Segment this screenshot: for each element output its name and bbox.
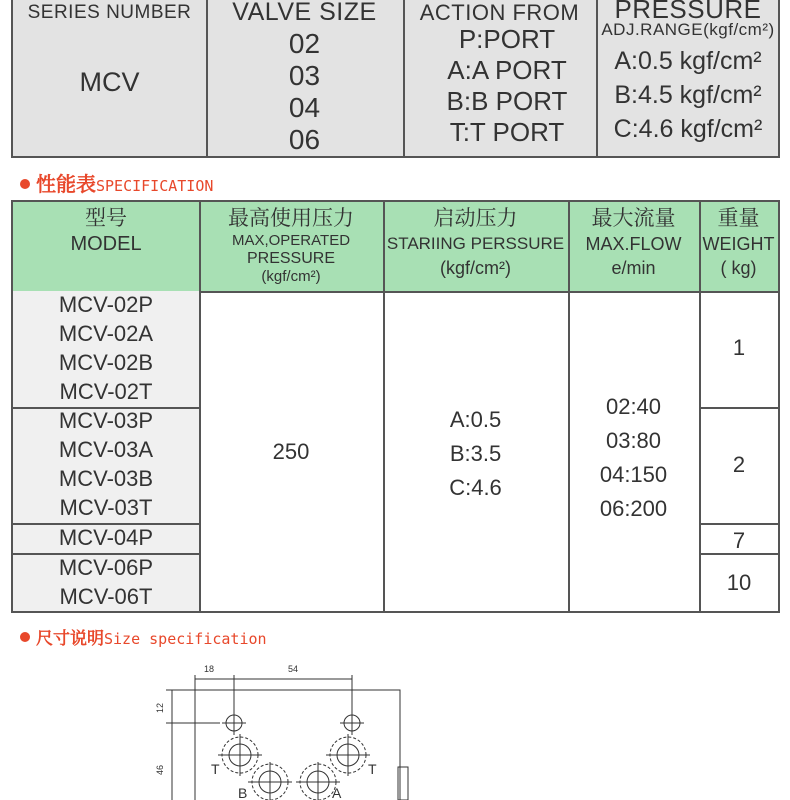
specification-heading: 性能表 SPECIFICATION bbox=[20, 168, 213, 197]
series-number-header: SERIES NUMBER bbox=[27, 2, 192, 23]
start-pressure-header: 启动压力 STARIING PERSSURE (kgf/cm²) bbox=[386, 207, 565, 278]
port-label-a: A bbox=[332, 785, 342, 800]
valve-body-outline bbox=[195, 690, 400, 800]
model-group-06 bbox=[13, 553, 199, 611]
weight-03: 2 bbox=[732, 452, 746, 477]
dim-label: 54 bbox=[287, 664, 299, 674]
list-item: A:A PORT bbox=[447, 55, 567, 85]
list-item: B:4.5 kgf/cm² bbox=[614, 81, 762, 109]
model-group-02 bbox=[13, 290, 199, 406]
table-row: MCV-03B bbox=[58, 466, 154, 491]
weight-04: 7 bbox=[732, 528, 746, 553]
dim-label: 46 bbox=[155, 764, 165, 776]
bullet-icon bbox=[20, 632, 30, 642]
list-item: 03:80 bbox=[605, 428, 662, 453]
ordering-code-table bbox=[11, 0, 780, 158]
list-item: 06 bbox=[288, 124, 321, 155]
action-from-header: ACTION FROM bbox=[419, 0, 580, 25]
list-item: 04:150 bbox=[599, 462, 668, 487]
model-header: 型号 MODEL bbox=[70, 207, 142, 255]
table-row: MCV-02P bbox=[58, 292, 154, 317]
dim-label: 18 bbox=[203, 664, 215, 674]
pressure-header: PRESSURE bbox=[614, 0, 762, 24]
list-item: B:B PORT bbox=[446, 86, 568, 116]
table-row: MCV-06P bbox=[58, 555, 154, 580]
port-label-b: B bbox=[238, 785, 248, 800]
series-value: MCV bbox=[79, 67, 140, 97]
table-row: MCV-02B bbox=[58, 350, 154, 375]
max-pressure-header: 最高使用压力 MAX,OPERATED PRESSURE (kgf/cm²) bbox=[228, 207, 354, 285]
weight-header: 重量 WEIGHT ( kg) bbox=[702, 207, 775, 278]
dimension-drawing bbox=[150, 650, 430, 800]
pressure-range-label: ADJ.RANGE(kgf/cm²) bbox=[601, 20, 775, 39]
table-row: MCV-02T bbox=[59, 379, 153, 404]
bullet-icon bbox=[20, 179, 30, 189]
list-item: 02:40 bbox=[605, 394, 662, 419]
divider bbox=[699, 523, 779, 525]
table-row: MCV-04P bbox=[58, 525, 154, 550]
table-row: MCV-06T bbox=[59, 584, 153, 609]
table-row: MCV-02A bbox=[58, 321, 154, 346]
list-item: C:4.6 kgf/cm² bbox=[613, 115, 763, 143]
specification-table bbox=[11, 200, 780, 613]
list-item: 04 bbox=[288, 92, 321, 123]
list-item: 06:200 bbox=[599, 496, 668, 521]
list-item: A:0.5 kgf/cm² bbox=[614, 47, 762, 75]
weight-06: 10 bbox=[726, 570, 752, 595]
list-item: C:4.6 bbox=[449, 475, 502, 500]
table-row: MCV-03A bbox=[58, 437, 154, 462]
dim-label: 12 bbox=[155, 702, 165, 714]
pressure-list bbox=[596, 44, 780, 146]
table-row: MCV-03P bbox=[58, 408, 154, 433]
divider bbox=[699, 407, 779, 409]
list-item: B:3.5 bbox=[449, 441, 502, 466]
valve-size-list bbox=[206, 28, 403, 156]
start-pressure-values bbox=[383, 403, 568, 505]
list-item: T:T PORT bbox=[449, 117, 565, 147]
port-label-t-right: T bbox=[368, 761, 377, 777]
valve-size-header: VALVE SIZE bbox=[232, 0, 377, 26]
list-item: A:0.5 bbox=[449, 407, 502, 432]
size-spec-heading: 尺寸说明 Size specification bbox=[20, 624, 267, 649]
weight-02: 1 bbox=[732, 335, 746, 360]
table-row: MCV-03T bbox=[59, 495, 153, 520]
list-item: P:PORT bbox=[458, 24, 556, 54]
max-flow-header: 最大流量 MAX.FLOW e/min bbox=[585, 207, 682, 278]
port-label-t-left: T bbox=[211, 761, 220, 777]
action-list bbox=[403, 24, 611, 148]
model-group-03 bbox=[13, 406, 199, 522]
list-item: 02 bbox=[288, 28, 321, 59]
model-group-04 bbox=[13, 523, 199, 552]
max-flow-values bbox=[568, 390, 699, 526]
list-item: 03 bbox=[288, 60, 321, 91]
max-pressure-value: 250 bbox=[272, 439, 310, 464]
